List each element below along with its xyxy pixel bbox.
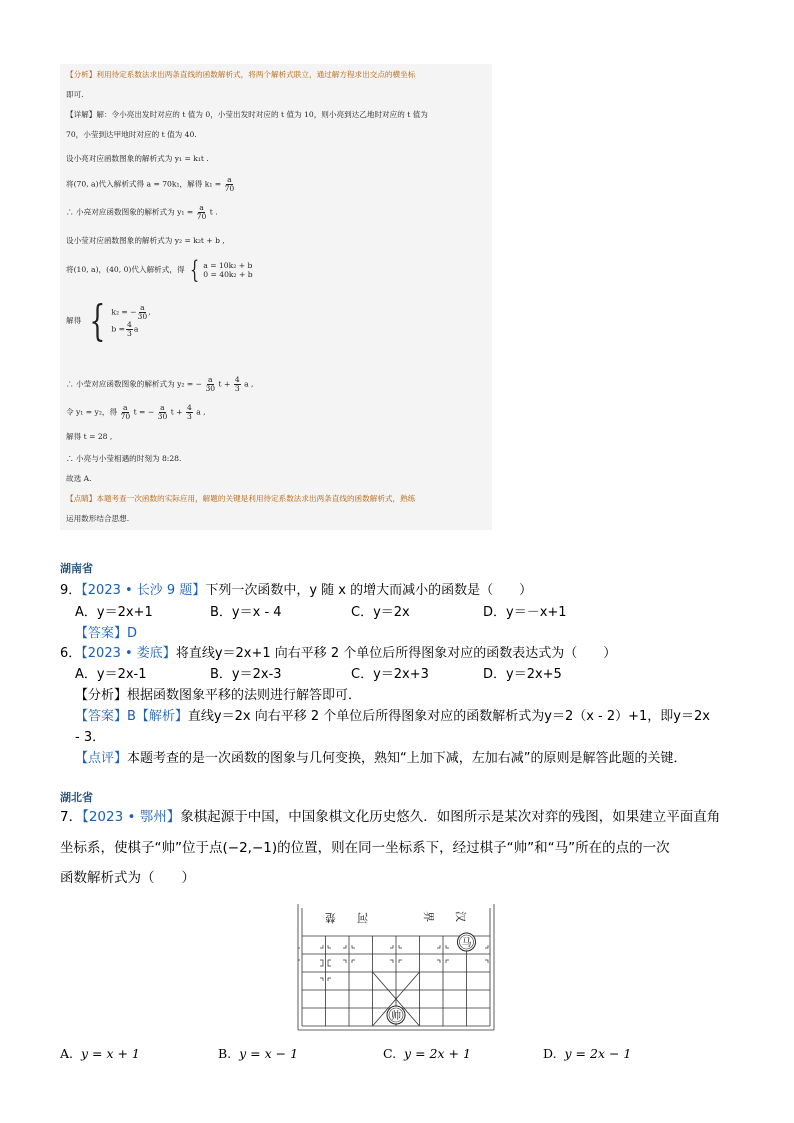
province-heading: 湖北省 — [60, 791, 93, 804]
scan-line: 解得 t = 28 , — [66, 432, 113, 441]
svg-text:马: 马 — [461, 938, 472, 949]
scan-line: 将(70, a)代入解析式得 a = 70k₁，解得 k₁ = $\frac{a}{70}$ — [66, 175, 235, 193]
river-text: 河 — [357, 911, 368, 924]
river-text: 界 — [422, 911, 435, 922]
chess-board-figure — [296, 902, 496, 1032]
chess-piece-shuai — [387, 1006, 405, 1024]
scan-line: ∴ 小莹对应函数图象的解析式为 y₂ = − $\frac{a}{30}$ t + $\frac{4}{3}$ a , — [66, 375, 254, 393]
scan-line: 故选 A. — [66, 474, 92, 483]
answer-text-cont: - 3． — [75, 730, 106, 745]
river-text: 楚 — [325, 911, 336, 924]
analysis-text: 【分析】根据函数图象平移的法则进行解答即可． — [75, 688, 362, 703]
answer-text: 【答案】B【解析】直线y＝2x 向右平移 2 个单位后所得图象对应的函数解析式为y＝2（x - 2）+1，即y＝2x — [75, 709, 710, 724]
option-a: A．y＝2x-1 — [75, 667, 147, 682]
answer-label: 【答案】D — [75, 626, 138, 641]
option-b: B．y＝2x-3 — [210, 667, 282, 682]
option-a: A. y = x + 1 — [60, 1046, 140, 1061]
question-6: 6．【2023 • 娄底】将直线y＝2x+1 向右平移 2 个单位后所得图象对应的函数表达式为（ ） — [60, 646, 617, 661]
question-7-line1: 7．【2023 • 鄂州】象棋起源于中国，中国象棋文化历史悠久．如图所示是某次对弈的残图，如果建立平面直角 — [60, 809, 721, 825]
question-7-line3: 函数解析式为（ ） — [60, 870, 195, 886]
option-b: B. y = x − 1 — [218, 1046, 299, 1061]
option-a: A．y＝2x+1 — [75, 605, 153, 620]
scan-line: ∴ 小亮与小莹相遇的时刻为 8:28. — [66, 454, 182, 463]
option-d: D. y = 2x − 1 — [543, 1046, 632, 1061]
question-9: 9．【2023 • 长沙 9 题】下列一次函数中，y 随 x 的增大而减小的函数是（ ） — [60, 583, 533, 598]
option-c: C．y＝2x+3 — [351, 667, 429, 682]
comment-text: 【点评】本题考查的是一次函数的图象与几何变换，熟知“上加下减，左加右减”的原则是解答此题的关键． — [75, 751, 687, 766]
solution-scan — [60, 64, 492, 530]
option-c: C. y = 2x + 1 — [383, 1046, 471, 1061]
question-source-tag: 【2023 • 娄底】 — [81, 646, 176, 661]
scan-line: 【详解】解：令小亮出发时对应的 t 值为 0，小莹出发时对应的 t 值为 10，则小亮到达乙地时对应的 t 值为 — [66, 110, 428, 119]
scan-line: 解得 { k₂ = − $\frac{a}{30}$ , b = $\frac{4}{3}$ a — [66, 296, 151, 345]
svg-text:帅: 帅 — [391, 1011, 401, 1022]
province-heading: 湖南省 — [60, 562, 93, 575]
question-7-line2: 坐标系，使棋子“帅”位于点(−2,−1)的位置，则在同一坐标系下，经过棋子“帅”和“马”所在的点的一次 — [60, 840, 670, 856]
scan-line: 【分析】利用待定系数法求出两条直线的函数解析式，将两个解析式联立，通过解方程求出交点的横坐标 — [66, 70, 416, 79]
scan-line: 70，小莹到达甲地时对应的 t 值为 40. — [66, 130, 197, 139]
scan-line: 令 y₁ = y₂，得 $\frac{a}{70}$ t = − $\frac{a}{30}$ t + $\frac{4}{3}$ a , — [66, 403, 206, 421]
option-c: C．y＝2x — [351, 605, 410, 620]
option-b: B．y＝x - 4 — [210, 605, 282, 620]
scan-line: ∴ 小亮对应函数图象的解析式为 y₁ = $\frac{a}{70}$ t . — [66, 203, 218, 221]
scan-line: 【点睛】本题考查一次函数的实际应用，解题的关键是利用待定系数法求出两条直线的函数解析式，熟练 — [66, 494, 416, 503]
scan-line: 设小亮对应函数图象的解析式为 y₁ = k₁t . — [66, 154, 209, 163]
scan-line: 即可. — [66, 90, 84, 99]
scan-line: 将(10, a)，(40, 0)代入解析式，得 { a = 10k₂ + b 0 = 40k₂ + b — [66, 256, 253, 284]
option-d: D．y＝－x+1 — [483, 605, 567, 620]
question-source-tag: 【2023 • 长沙 9 题】 — [81, 583, 206, 598]
scan-line: 设小莹对应函数图象的解析式为 y₂ = k₂t + b , — [66, 236, 225, 245]
scan-line: 运用数形结合思想. — [66, 514, 130, 523]
option-d: D．y＝2x+5 — [483, 667, 562, 682]
question-source-tag: 【2023 • 鄂州】 — [82, 809, 181, 825]
river-text: 汉 — [454, 911, 467, 922]
chess-piece-ma — [458, 933, 476, 951]
